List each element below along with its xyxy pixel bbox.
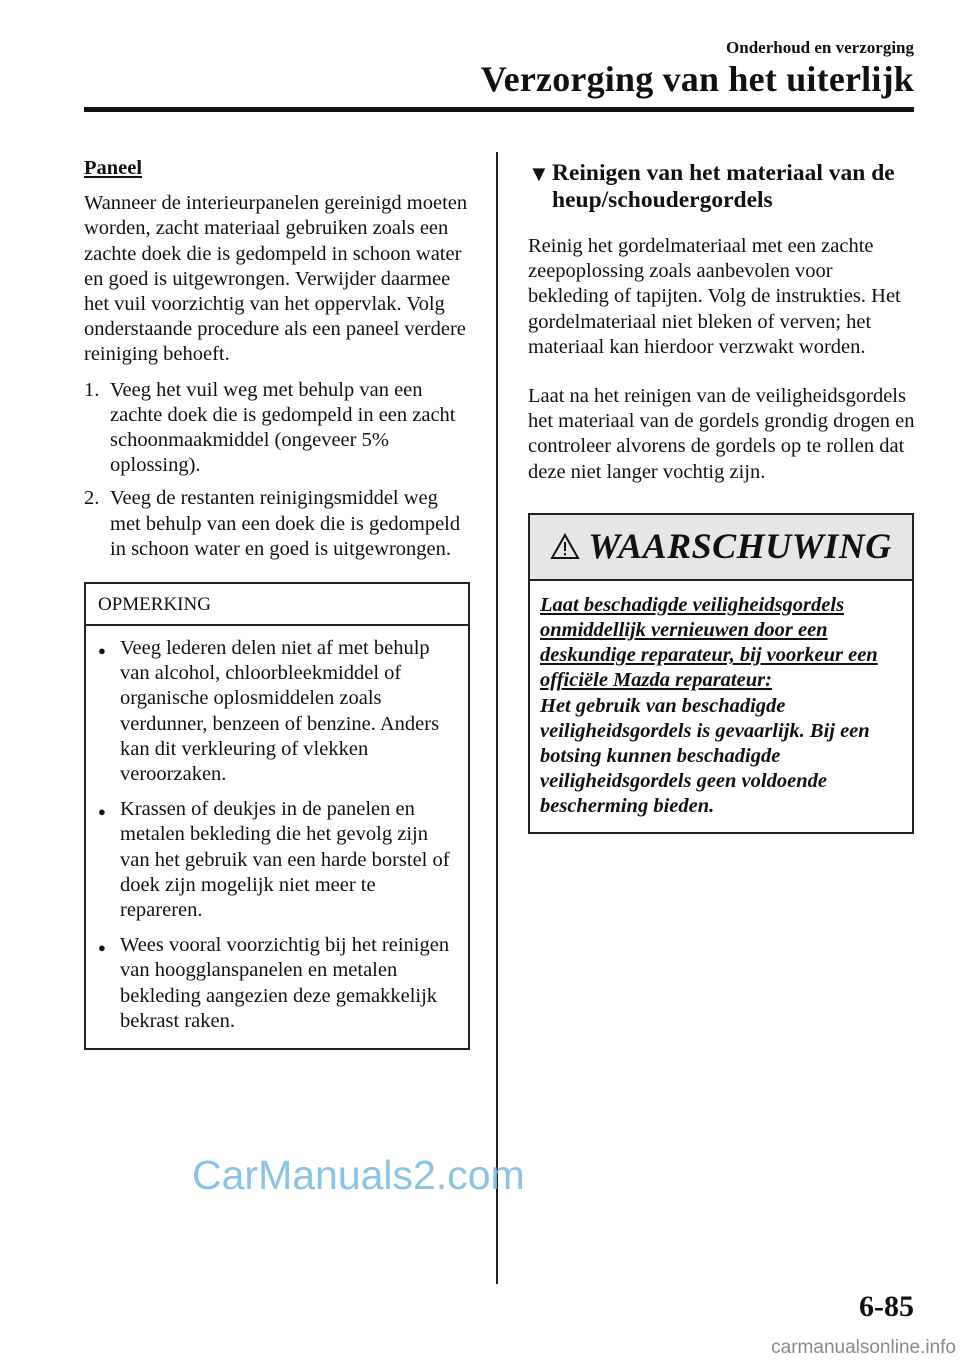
warning-text: Het gebruik van beschadigde veiligheidsgordels is gevaarlijk. Bij een botsing kunnen beschadigde veiligheidsgordels geen voldoende bescherming bieden. [540,694,870,818]
step-item [84,378,470,479]
step-number: 2. [84,487,100,510]
section-title: Reinigen van het materiaal van de heup/schoudergordels [552,160,895,213]
bullet-icon: ● [98,940,106,956]
left-column [84,156,470,1050]
warning-triangle-icon [550,533,580,560]
procedure-steps [84,378,470,562]
bullet-icon: ● [98,804,106,820]
footer-site-mark: carmanualsonline.info [771,1337,956,1358]
header-rule [84,107,914,112]
note-item [98,933,458,1034]
page-number: 6-85 [859,1290,914,1323]
note-item [98,797,458,923]
column-divider [496,152,498,1284]
belt-drying-paragraph: Laat na het reinigen van de veiligheidsgordels het materiaal van de gordels grondig drogen en controleer alvorens de gordels op te rollen dat deze niet langer vochtig zijn. [528,385,915,483]
step-text: Veeg het vuil weg met behulp van een zachte doek die is gedompeld in een zacht schoonmaakmiddel (ongeveer 5% oplossing). [110,378,456,477]
note-list [98,636,458,1034]
step-text: Veeg de restanten reinigingsmiddel weg met behulp van een doek die is gedompeld in schoon water en goed is uitgewrongen. [110,487,461,560]
belt-cleaning-paragraph: Reinig het gordelmateriaal met een zachte zeepoplossing zoals aanbevolen voor bekleding of tapijten. Volg de instrukties. Het gordelmateriaal niet bleken of verven; het materiaal kan hierdoor verzwakt worden. [528,235,901,358]
note-item-text: Veeg lederen delen niet af met behulp van alcohol, chloorbleekmiddel of organische oplosmiddelen zoals verdunner, benzeen of benzine. Anders kan dit verkleuring of vlekken veroorzaken. [120,637,440,786]
note-item-text: Krassen of deukjes in de panelen en metalen bekleding die het gevolg zijn van het gebruik van een harde borstel of doek zijn mogelijk niet meer te repareren. [120,798,450,922]
step-number: 1. [84,378,100,401]
triangle-marker-icon: ▼ [528,161,550,186]
page-title: Verzorging van het uiterlijk [480,59,914,99]
intro-paragraph: Wanneer de interieurpanelen gereinigd moeten worden, zacht materiaal gebruiken zoals een zachte doek die is gedompeld in schoon water en goed is uitgewrongen. Verwijder daarmee het vuil voorzichtig van het oppervlak. Volg onderstaande procedure als een paneel verdere reiniging behoeft. [84,192,468,366]
warning-box [528,513,914,834]
right-column [528,160,916,834]
warning-title: WAARSCHUWING [588,526,892,567]
subheading-paneel: Paneel [84,157,143,179]
note-item [98,636,458,787]
warning-body [530,581,912,832]
section-heading [528,160,916,214]
warning-header [530,515,912,581]
note-box [84,582,470,1050]
chapter-label: Onderhoud en verzorging [726,38,914,57]
step-item [84,486,470,562]
warning-instruction: Laat beschadigde veiligheidsgordels onmiddellijk vernieuwen door een deskundige reparateur, bij voorkeur een officiële Mazda reparateur: [540,593,878,692]
note-title: OPMERKING [86,584,468,626]
bullet-icon: ● [98,643,106,659]
note-item-text: Wees vooral voorzichtig bij het reinigen van hoogglanspanelen en metalen bekleding aangezien deze gemakkelijk bekrast raken. [120,934,450,1032]
watermark: CarManuals2.com [192,1152,525,1198]
